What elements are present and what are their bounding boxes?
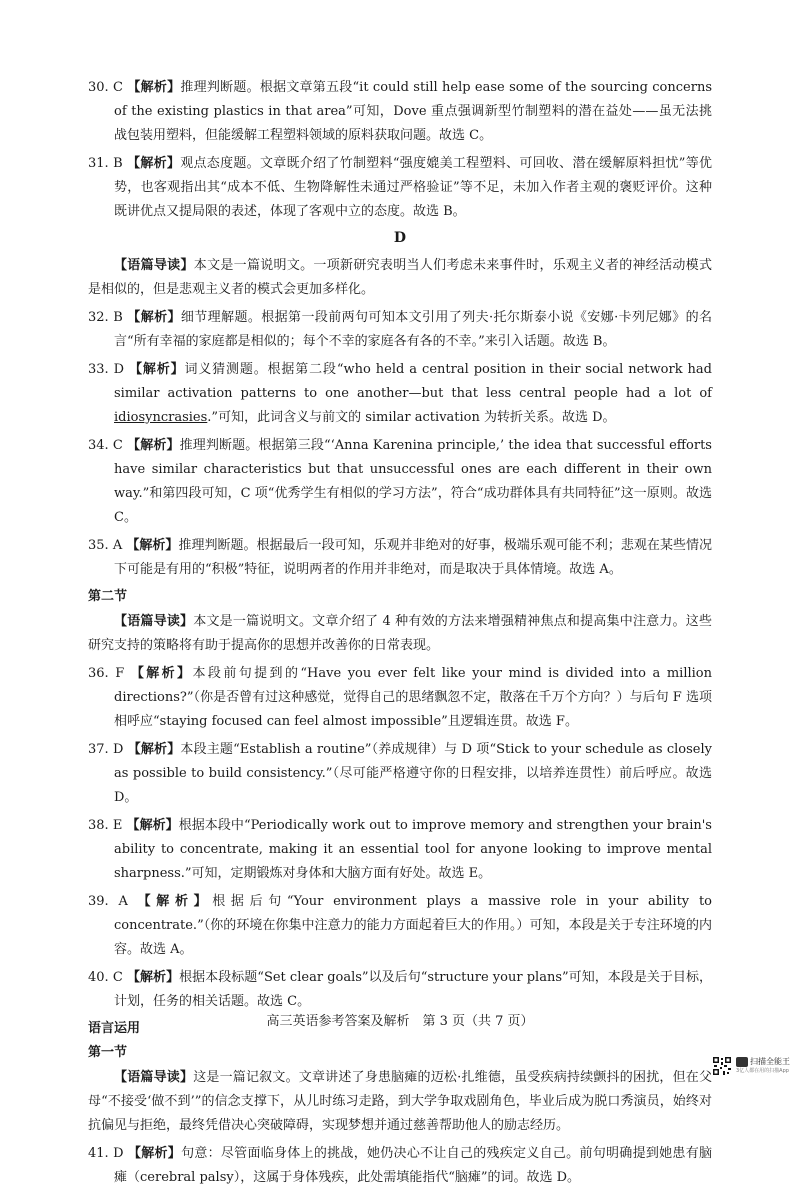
analysis-tag: 【解析】 [127, 156, 181, 171]
item-number: 30. C [88, 80, 123, 95]
guide-text: 这是一篇记叙文。文章讲述了身患脑瘫的迈松·扎维德，虽受疾病持续颤抖的困扰，但在父母“不接受‘做不到’”的信念支撑下，从儿时练习走路，到大学争取戏剧角色，毕业后成为脱口秀演员，始终对抗偏见与拒绝，最终凭借决心突破障碍，实现梦想并通过慈善帮助他人的励志经历。 [88, 1070, 712, 1133]
item-text: 推理判断题。根据文章第五段“it could still help ease some of the sourcing concerns of the existing plastics in that area”可知，Dove 重点强调新型竹制塑料的潜在益处——虽无法挑战包装用塑料，但能缓解工程塑料领域的原料获取问题。故选 C。 [114, 80, 712, 143]
item-number: 35. A [88, 538, 123, 553]
camscanner-logo-icon [736, 1057, 748, 1067]
analysis-tag: 【解析】 [127, 742, 181, 757]
item-number: 40. C [88, 970, 123, 985]
analysis-tag: 【解析】 [130, 666, 193, 681]
analysis-tag: 【解析】 [137, 894, 213, 909]
answer-item-35 [88, 534, 712, 582]
analysis-tag: 【解析】 [126, 818, 179, 833]
analysis-tag: 【解析】 [129, 362, 185, 377]
section-2-guide [88, 610, 712, 658]
guide-text: 本文是一篇说明文。文章介绍了 4 种有效的方法来增强精神焦点和提高集中注意力。这些研究支持的策略将有助于提高你的思想并改善你的日常表现。 [88, 614, 712, 653]
section-d-guide [88, 254, 712, 302]
item-number: 41. D [88, 1146, 124, 1161]
item-number: 36. F [88, 666, 125, 681]
item-text: 细节理解题。根据第一段前两句可知本文引用了列夫·托尔斯泰小说《安娜·卡列尼娜》的名言“所有幸福的家庭都是相似的；每个不幸的家庭各有各的不幸。”来引入话题。故选 B。 [114, 310, 712, 349]
item-text: 推理判断题。根据最后一段可知，乐观并非绝对的好事，极端乐观可能不利；悲观在某些情况下可能是有用的“积极”特征，说明两者的作用并非绝对，而是取决于具体情境。故选 A。 [114, 538, 712, 577]
language-use-guide [88, 1066, 712, 1138]
answer-item-37 [88, 738, 712, 810]
page-footer: 高三英语参考答案及解析 第 3 页（共 7 页） [266, 1014, 534, 1029]
item-number: 34. C [88, 438, 123, 453]
item-number: 38. E [88, 818, 123, 833]
section-2-heading: 第二节 [88, 589, 128, 604]
item-number: 39. A [88, 894, 128, 909]
analysis-tag: 【解析】 [127, 80, 181, 95]
analysis-tag: 【解析】 [126, 538, 179, 553]
guide-text: 本文是一篇说明文。一项新研究表明当人们考虑未来事件时，乐观主义者的神经活动模式是相似的，但是悲观主义者的模式会更加多样化。 [88, 258, 712, 297]
item-text: 观点态度题。文章既介绍了竹制塑料“强度媲美工程塑料、可回收、潜在缓解原料担忧”等优势，也客观指出其“成本不低、生物降解性未通过严格验证”等不足，未加入作者主观的褒贬评价。这种既讲优点又提局限的表述，体现了客观中立的态度。故选 B。 [114, 156, 712, 219]
answer-item-31 [88, 152, 712, 224]
guide-tag: 【语篇导读】 [114, 1070, 194, 1085]
guide-tag: 【语篇导读】 [114, 614, 194, 629]
answer-item-39 [88, 890, 712, 962]
answer-item-33 [88, 358, 712, 430]
item-number: 32. B [88, 310, 123, 325]
language-use-heading: 语言运用 [88, 1021, 141, 1036]
item-text: 根据本段标题“Set clear goals”以及后句“structure your plans”可知，本段是关于目标，计划，任务的相关话题。故选 C。 [114, 970, 712, 1009]
analysis-tag: 【解析】 [127, 310, 181, 325]
item-number: 37. D [88, 742, 124, 757]
analysis-tag: 【解析】 [127, 1146, 182, 1161]
guide-tag: 【语篇导读】 [114, 258, 194, 273]
item-text: 句意：尽管面临身体上的挑战，她仍决心不让自己的残疾定义自己。前句明确提到她患有脑瘫（cerebral palsy），这属于身体残疾，此处需填能指代“脑瘫”的词。故选 D。 [114, 1146, 712, 1185]
answer-item-36 [88, 662, 712, 734]
scanner-watermark [712, 1056, 792, 1078]
answer-item-30 [88, 76, 712, 148]
item-text: 根据后句“Your environment plays a massive role in your ability to concentrate.”（你的环境在你集中注意力的能力方面起着巨大的作用。）可知，本段是关于专注环境的内容。故选 A。 [114, 894, 712, 957]
item-text: 本段主题“Establish a routine”（养成规律）与 D 项“Stick to your schedule as closely as possible to build consistency.”（尽可能严格遵守你的日程安排，以培养连贯性）前后呼应。故选 D。 [114, 742, 712, 805]
item-number: 31. B [88, 156, 123, 171]
answer-item-32 [88, 306, 712, 354]
item-text-after: .”可知，此词含义与前文的 similar activation 为转折关系。故选 D。 [207, 410, 616, 425]
item-number: 33. D [88, 362, 125, 377]
answer-item-38 [88, 814, 712, 886]
answer-item-40 [88, 966, 712, 1014]
qr-code-icon [712, 1056, 732, 1076]
analysis-tag: 【解析】 [126, 970, 180, 985]
answer-item-41 [88, 1142, 712, 1190]
scanner-brand: 扫描全能王 [750, 1057, 790, 1066]
item-text-before: 词义猜测题。根据第二段“who held a central position in their social network had similar activation patterns to one another—but that less central people had a lot of [114, 362, 712, 401]
analysis-tag: 【解析】 [127, 438, 180, 453]
section-d-title: D [393, 230, 407, 246]
answer-item-34 [88, 434, 712, 530]
underlined-word: idiosyncrasies [114, 410, 208, 425]
item-text: 推理判断题。根据第三段“‘Anna Karenina principle,’ the idea that successful efforts have similar characteristics but that unsuccessful ones are each different in their own way.”和第四段可知，C 项“优秀学生有相似的学习方法”，符合“成功群体具有共同特征”这一原则。故选 C。 [114, 438, 712, 525]
section-1-heading: 第一节 [88, 1045, 128, 1060]
item-text: 根据本段中“Periodically work out to improve memory and strengthen your brain's ability to concentrate, making it an essential tool for anyone looking to improve mental sharpness.”可知，定期锻炼对身体和大脑方面有好处。故选 E。 [114, 818, 712, 881]
item-text: 本段前句提到的“Have you ever felt like your mind is divided into a million directions?”（你是否曾有过这种感觉，觉得自己的思绪飘忽不定，散落在千万个方向？）与后句 F 选项相呼应“staying focused can feel almost impossible”且逻辑连贯。故选 F。 [114, 666, 713, 729]
scanner-tagline: 3亿人都在用的扫描App [736, 1068, 789, 1074]
